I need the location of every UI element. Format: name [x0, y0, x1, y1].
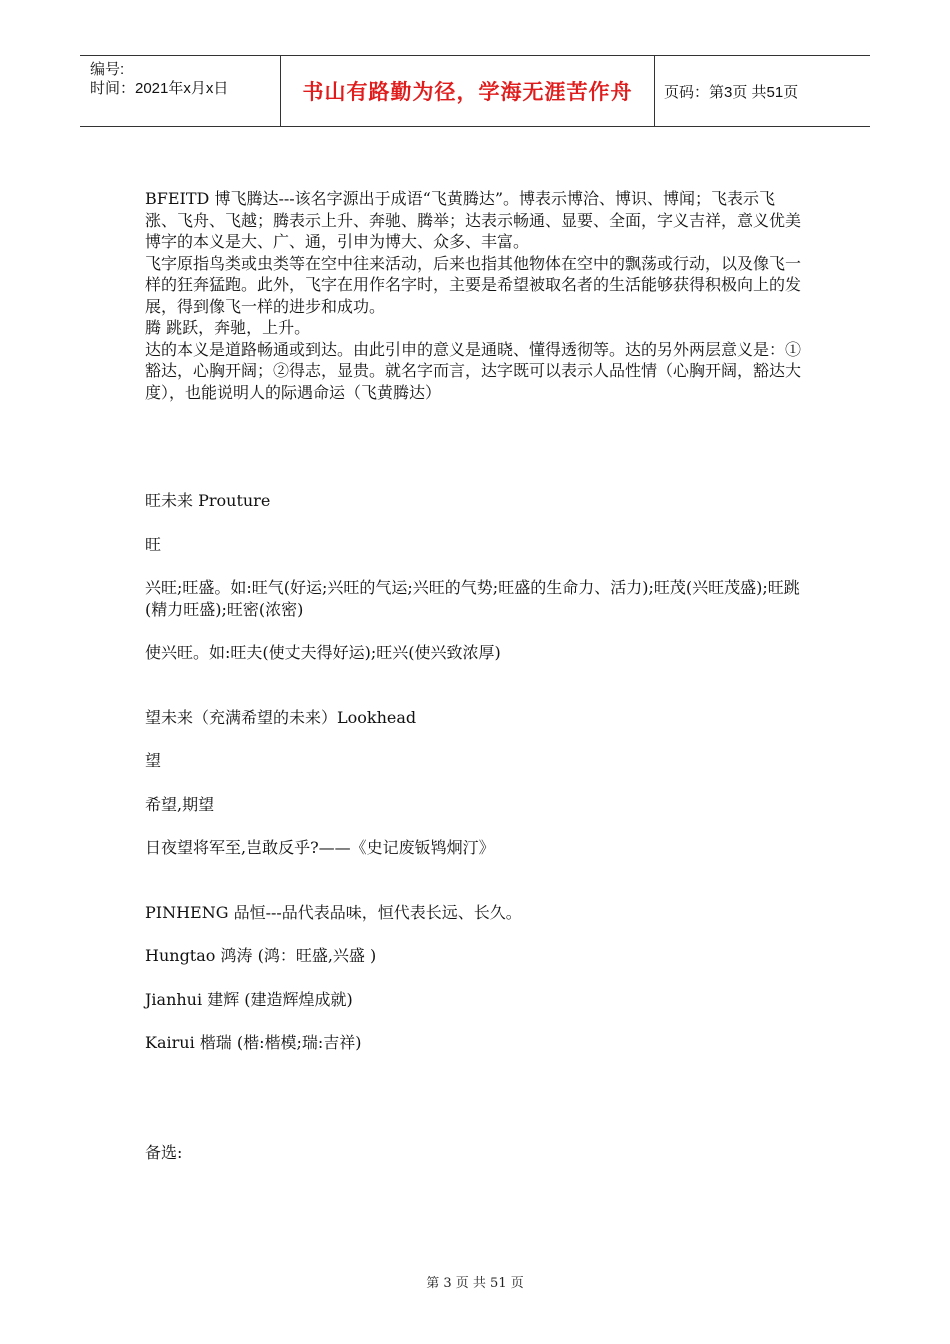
paragraph-da: 达的本义是道路畅通或到达。由此引申的意义是通晓、懂得透彻等。达的另外两层意义是：①豁达，心胸开阔；②得志，显贵。就名字而言，达字既可以表示人品性情（心胸开阔，豁达大度），也能说明人的际遇命运（飞黄腾达）: [145, 339, 802, 402]
backup-label: 备选:: [145, 1142, 183, 1162]
page-footer: 第 3 页 共 51 页: [426, 1276, 524, 1291]
paragraph-fei: 飞字原指鸟类或虫类等在空中往来活动，后来也指其他物体在空中的飘荡或行动，以及像飞一样的狂奔猛跑。此外，飞字在用作名字时，主要是希望被取名者的生活能够获得积极向上的发展，得到像飞一样的进步和成功。: [145, 253, 802, 316]
time-label: 时间：2021年x月x日: [90, 80, 229, 97]
wang-definition-1: 兴旺;旺盛。如:旺气(好运;兴旺的气运;兴旺的气势;旺盛的生命力、活力);旺茂(兴旺茂盛);旺跳(精力旺盛);旺密(浓密): [145, 578, 800, 619]
header-divider: [654, 56, 655, 126]
page-header: [80, 55, 870, 127]
name-hungtao: Hungtao 鸿涛 (鸿：旺盛,兴盛 ): [145, 946, 377, 965]
look-definition-1: 希望,期望: [145, 794, 215, 814]
paragraph-bfeitd: BFEITD 博飞腾达---该名字源出于成语“飞黄腾达”。博表示博洽、博识、博闻；飞表示飞涨、飞舟、飞越；腾表示上升、奔驰、腾举；达表示畅通、显要、全面，字义吉祥，意义优美: [145, 189, 802, 230]
name-jianhui: Jianhui 建辉 (建造辉煌成就): [145, 989, 353, 1009]
wang-title: 旺未来 Prouture: [145, 491, 271, 510]
document-body: [145, 188, 805, 1163]
header-page-info: 页码：第3页 共51页: [664, 83, 799, 101]
name-kairui: Kairui 楷瑞 (楷:楷模;瑞:吉祥): [145, 1033, 362, 1052]
paragraph-bo: 博字的本义是大、广、通，引申为博大、众多、丰富。: [145, 232, 530, 251]
wang-definition-2: 使兴旺。如:旺夫(使丈夫得好运);旺兴(使兴致浓厚): [145, 643, 501, 662]
look-char: 望: [145, 751, 162, 770]
look-definition-2: 日夜望将军至,岂敢反乎?——《史记废钣鸨炯汀》: [145, 838, 495, 857]
name-pinheng: PINHENG 品恒---品代表品味，恒代表长远、长久。: [145, 902, 522, 922]
header-meta: [90, 60, 228, 98]
number-label: 编号:: [90, 61, 125, 78]
wang-char: 旺: [145, 534, 162, 554]
look-title: 望未来（充满希望的未来）Lookhead: [145, 707, 417, 727]
header-motto: 书山有路勤为径，学海无涯苦作舟: [302, 80, 633, 104]
paragraph-teng: 腾 跳跃，奔驰，上升。: [145, 318, 311, 337]
